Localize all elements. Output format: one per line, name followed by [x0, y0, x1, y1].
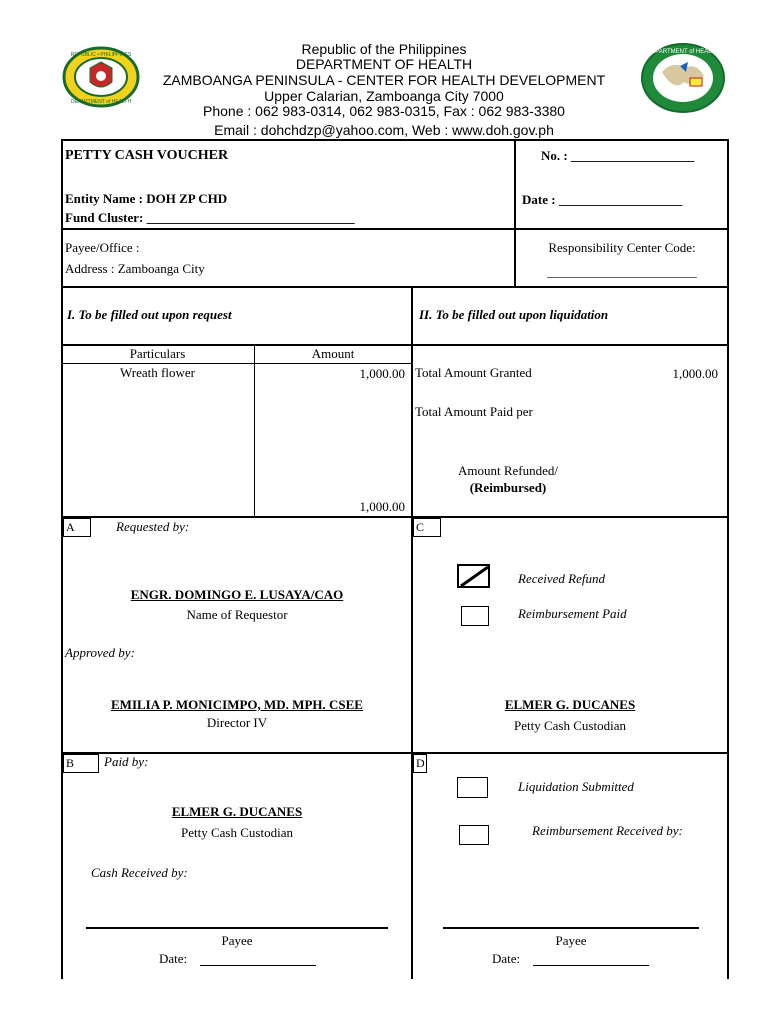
- department-line: DEPARTMENT OF HEALTH: [295, 56, 473, 72]
- custodian-name-b: ELMER G. DUCANES: [171, 804, 303, 819]
- rule: [61, 752, 729, 754]
- section-1-heading: I. To be filled out upon request: [67, 307, 232, 322]
- rule: [61, 228, 729, 230]
- checkmark-slash-icon: [457, 564, 490, 588]
- particulars-total: 1,000.00: [359, 499, 405, 514]
- center-line: ZAMBOANGA PENINSULA - CENTER FOR HEALTH DEVELOPMENT: [162, 72, 606, 88]
- responsibility-center-label: Responsibility Center Code:: [548, 240, 696, 255]
- rule: [61, 286, 729, 288]
- address-line: Upper Calarian, Zamboanga City 7000: [264, 88, 504, 104]
- reimbursed-label: (Reimbursed): [469, 480, 547, 495]
- block-b-letter-box: [63, 754, 99, 773]
- republic-line: Republic of the Philippines: [301, 41, 467, 57]
- reimbursement-paid-label: Reimbursement Paid: [518, 606, 627, 621]
- approver-name: EMILIA P. MONICIMPO, MD. MPH. CSEE: [111, 697, 363, 712]
- approved-by-label: Approved by:: [65, 645, 135, 660]
- custodian-caption-c: Petty Cash Custodian: [514, 718, 626, 733]
- received-refund-label: Received Refund: [518, 571, 605, 586]
- svg-text:REPUBLIC • PHILIPPINES: REPUBLIC • PHILIPPINES: [70, 52, 132, 58]
- reimbursement-received-label: Reimbursement Received by:: [532, 823, 683, 838]
- date-field-d[interactable]: [533, 965, 649, 966]
- requestor-name: ENGR. DOMINGO E. LUSAYA/CAO: [130, 587, 344, 602]
- rule: [61, 516, 729, 518]
- liquidation-submitted-label: Liquidation Submitted: [518, 779, 634, 794]
- payee-signature-line-b[interactable]: [86, 927, 388, 929]
- block-c-letter-box: [413, 518, 441, 537]
- email-web-line: Email : dohchdzp@yahoo.com, Web : www.doh.gov.ph: [214, 122, 554, 138]
- approver-caption: Director IV: [206, 715, 268, 730]
- liquidation-submitted-checkbox[interactable]: [457, 777, 488, 798]
- svg-text:DEPARTMENT of HEALTH: DEPARTMENT of HEALTH: [646, 49, 720, 55]
- received-refund-checkbox[interactable]: [457, 564, 490, 588]
- address-value: Address : Zamboanga City: [65, 261, 205, 276]
- rule: [61, 363, 412, 364]
- custodian-caption-b: Petty Cash Custodian: [181, 825, 293, 840]
- payee-signature-line-d[interactable]: [443, 927, 699, 929]
- requestor-caption: Name of Requestor: [186, 607, 288, 622]
- phone-line: Phone : 062 983-0314, 062 983-0315, Fax : 062 983-3380: [203, 103, 565, 119]
- custodian-name-c: ELMER G. DUCANES: [504, 697, 636, 712]
- voucher-number-field[interactable]: No. : ___________________: [541, 148, 695, 163]
- rule: [411, 286, 413, 979]
- section-2-heading: II. To be filled out upon liquidation: [419, 307, 609, 322]
- payee-caption-d: Payee: [555, 933, 587, 948]
- block-a-letter-box: [63, 518, 91, 537]
- particulars-item: Wreath flower: [120, 365, 195, 380]
- reimbursement-received-checkbox[interactable]: [459, 825, 489, 845]
- date-field-b[interactable]: [200, 965, 316, 966]
- fund-cluster-field[interactable]: Fund Cluster: ________________________________: [65, 210, 355, 225]
- block-d-letter-box: [413, 754, 427, 773]
- block-b-letter: B: [66, 756, 75, 770]
- amount-header: Amount: [311, 346, 355, 361]
- particulars-header: Particulars: [129, 346, 186, 361]
- doh-seal-left-icon: [62, 46, 140, 108]
- requested-by-label: Requested by:: [116, 519, 190, 534]
- voucher-title: PETTY CASH VOUCHER: [65, 148, 229, 163]
- chd-seal-right-icon: [640, 42, 726, 114]
- paid-by-label: Paid by:: [104, 754, 149, 769]
- payee-office-field[interactable]: Payee/Office :: [65, 240, 140, 255]
- svg-text:DEPARTMENT of HEALTH: DEPARTMENT of HEALTH: [70, 99, 132, 105]
- block-d-letter: D: [416, 756, 425, 770]
- cash-received-by-label: Cash Received by:: [91, 865, 188, 880]
- reimbursement-paid-checkbox[interactable]: [461, 606, 489, 626]
- date-field[interactable]: Date : ___________________: [522, 192, 683, 207]
- responsibility-center-field[interactable]: _______________________: [547, 264, 697, 279]
- block-a-letter: A: [66, 520, 75, 534]
- date-label-d: Date:: [492, 951, 521, 966]
- particulars-item-amount: 1,000.00: [359, 366, 405, 381]
- payee-caption-b: Payee: [221, 933, 253, 948]
- entity-name: Entity Name : DOH ZP CHD: [65, 191, 228, 206]
- total-granted-label: Total Amount Granted: [415, 365, 532, 380]
- total-granted-value: 1,000.00: [672, 366, 718, 381]
- date-label-b: Date:: [159, 951, 188, 966]
- total-paid-label: Total Amount Paid per: [415, 404, 533, 419]
- block-c-letter: C: [416, 520, 425, 534]
- amount-refunded-label: Amount Refunded/: [457, 463, 558, 478]
